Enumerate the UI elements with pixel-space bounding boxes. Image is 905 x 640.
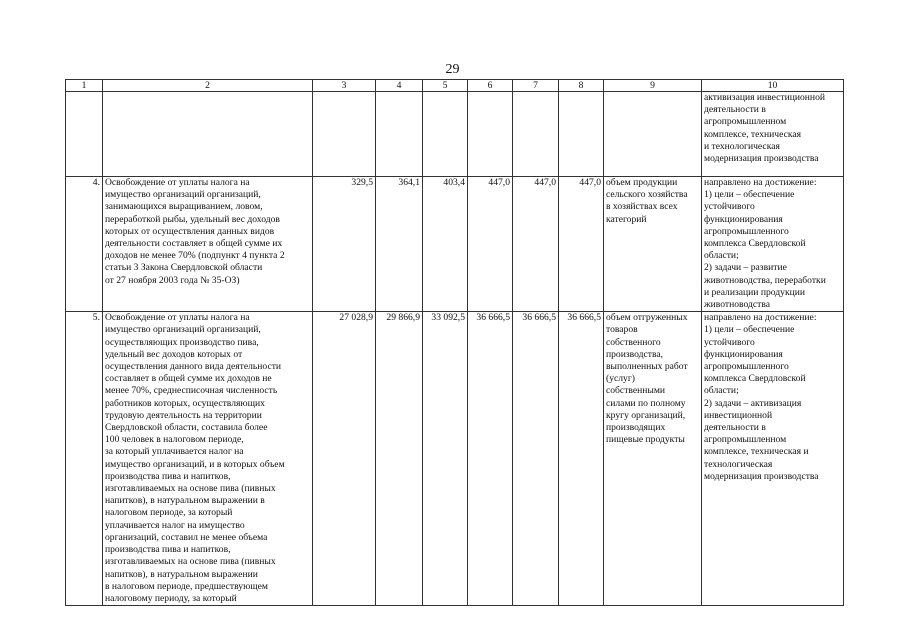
page-number: 29	[445, 62, 460, 77]
column-number-header-row	[66, 80, 844, 92]
column-header: 2	[103, 80, 313, 92]
column-header: 1	[66, 80, 103, 92]
value-cell: 403,4	[423, 177, 468, 312]
table-row	[66, 312, 844, 606]
column-header: 4	[376, 80, 423, 92]
value-cell	[513, 92, 559, 177]
value-cell: 36 666,5	[468, 312, 513, 606]
goal-cell: направлено на достижение: 1) цели – обеспечение устойчивого функционирования агропромышленного комплекса Свердловской области; 2) задачи – развитие животноводства, переработки и реализации продукции животноводства	[702, 177, 844, 312]
table-row	[66, 92, 844, 177]
benefit-description: Освобождение от уплаты налога на имущество организаций организаций, занимающихся выращиванием, ловом, переработкой рыбы, удельный вес доходов которых от осуществления данных видов деятельности составляет в общей сумме их доходов не менее 70% (подпункт 4 пункта 2 статьи 3 Закона Свердловской области от 27 ноября 2003 года № 35-ОЗ)	[103, 177, 313, 312]
indicator-cell: объем продукции сельского хозяйства в хозяйствах всех категорий	[604, 177, 702, 312]
value-cell: 364,1	[376, 177, 423, 312]
benefits-table	[65, 79, 844, 606]
column-header: 3	[313, 80, 376, 92]
column-header: 9	[604, 80, 702, 92]
value-cell	[468, 92, 513, 177]
value-cell: 447,0	[468, 177, 513, 312]
value-cell: 447,0	[513, 177, 559, 312]
goal-cell: активизация инвестиционной деятельности в агропромышленном комплексе, техническая и технологическая модернизация производства	[702, 92, 844, 177]
value-cell: 36 666,5	[513, 312, 559, 606]
column-header: 5	[423, 80, 468, 92]
value-cell: 36 666,5	[559, 312, 604, 606]
indicator-cell: объем отгруженных товаров собственного производства, выполненных работ (услуг) собственными силами по полному кругу организаций, производящих пищевые продукты	[604, 312, 702, 606]
value-cell: 29 866,9	[376, 312, 423, 606]
column-header: 7	[513, 80, 559, 92]
value-cell: 329,5	[313, 177, 376, 312]
column-header: 6	[468, 80, 513, 92]
benefit-description: Освобождение от уплаты налога на имущество организаций организаций, осуществляющих производство пива, удельный вес доходов которых от осуществления данного вида деятельности составляет в общей сумме их доходов не менее 70%, среднесписочная численность работников которых, осуществляющих трудовую деятельность на территории Свердловской области, составила более 100 человек в налоговом периоде, за который уплачивается налог на имущество организаций, и в которых объем производства пива и напитков, изготавливаемых на основе пива (пивных напитков), в натуральном выражении в налоговом периоде, за который уплачивается налог на имущество организаций, составил не менее объема производства пива и напитков, изготавливаемых на основе пива (пивных напитков), в натуральном выражении в налоговом периоде, предшествующем налоговому периоду, за который	[103, 312, 313, 606]
benefit-description	[103, 92, 313, 177]
row-index: 4.	[66, 177, 103, 312]
value-cell	[423, 92, 468, 177]
row-index	[66, 92, 103, 177]
column-header: 8	[559, 80, 604, 92]
value-cell	[559, 92, 604, 177]
value-cell: 27 028,9	[313, 312, 376, 606]
value-cell	[376, 92, 423, 177]
value-cell	[313, 92, 376, 177]
table-row	[66, 177, 844, 312]
value-cell: 33 092,5	[423, 312, 468, 606]
row-index: 5.	[66, 312, 103, 606]
goal-cell: направлено на достижение: 1) цели – обеспечение устойчивого функционирования агропромышленного комплекса Свердловской области; 2) задачи – активизация инвестиционной деятельности в агропромышленном комплексе, техническая и технологическая модернизация производства	[702, 312, 844, 606]
value-cell: 447,0	[559, 177, 604, 312]
column-header: 10	[702, 80, 844, 92]
indicator-cell	[604, 92, 702, 177]
